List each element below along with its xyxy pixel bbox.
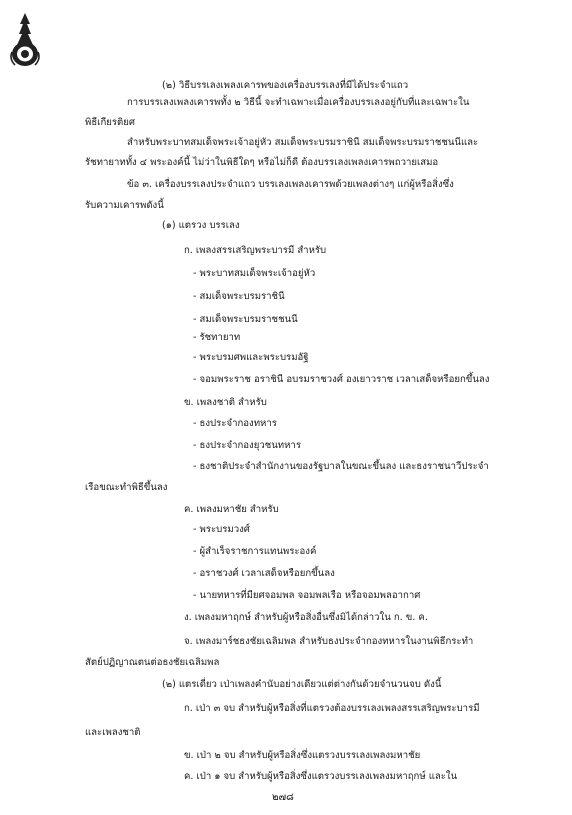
list-item: - พระบรมวงศ์	[193, 524, 250, 535]
page-number: ๒๗๘	[272, 792, 294, 803]
list-item: - ธงประจำกองยุวชนทหาร	[193, 440, 301, 451]
item-heading: ข. เป่า ๒ จบ สำหรับผู้หรือสิ่งซึ่งแตรวงบรรเลงเพลงมหาชัย	[184, 750, 421, 761]
list-item: - ผู้สำเร็จราชการแทนพระองค์	[193, 546, 317, 557]
subsection-heading: (๑) แตรวง บรรเลง	[162, 220, 240, 231]
item-heading: ก. เป่า ๓ จบ สำหรับผู้หรือสิ่งที่แตรวงต้องบรรเลงเพลงสรรเสริญพระบารมี	[184, 703, 480, 714]
paragraph-line: และเพลงชาติ	[85, 727, 141, 738]
paragraph-line: พิธีเกียรติยศ	[85, 117, 135, 128]
paragraph-line: เรือขณะทำพิธีขึ้นลง	[85, 482, 168, 493]
item-heading: ค. เพลงมหาชัย สำหรับ	[184, 504, 279, 515]
item-heading: ง. เพลงมหาฤกษ์ สำหรับผู้หรือสิ่งอื่นซึ่งมิได้กล่าวใน ก. ข. ค.	[184, 612, 428, 623]
list-item: - รัชทายาท	[193, 332, 241, 343]
list-item: - พระบรมศพและพระบรมอัฐิ	[193, 352, 309, 363]
royal-emblem-icon	[8, 12, 42, 70]
item-heading: จ. เพลงมาร์ชธงชัยเฉลิมพล สำหรับธงประจำกองทหารในงานพิธีกระทำ	[184, 636, 474, 647]
paragraph-line: สำหรับพระบาทสมเด็จพระเจ้าอยู่หัว สมเด็จพระบรมราชินี สมเด็จพระบรมราชชนนีและ	[127, 137, 479, 148]
item-heading: ค. เป่า ๑ จบ สำหรับผู้หรือสิ่งซึ่งแตรวงบรรเลงเพลงมหาฤกษ์ และใน	[184, 771, 458, 782]
list-item: - นายทหารที่มียศจอมพล จอมพลเรือ หรือจอมพลอากาศ	[193, 590, 421, 601]
list-item: - พระบาทสมเด็จพระเจ้าอยู่หัว	[193, 268, 316, 279]
section-heading: (๒) วิธีบรรเลงเพลงเคารพของเครื่องบรรเลงที่มีได้ประจำแถว	[162, 80, 409, 91]
paragraph-line: รัชทายาททั้ง ๔ พระองค์นี้ ไม่ว่าในพิธีใดๆ หรือไม่ก็ดี ต้องบรรเลงเพลงเคารพถวายเสมอ	[85, 157, 439, 168]
item-heading: ข. เพลงชาติ สำหรับ	[184, 397, 267, 408]
list-item: - ธงประจำกองทหาร	[193, 418, 277, 429]
paragraph-line: สัตย์ปฏิญาณตนต่อธงชัยเฉลิมพล	[85, 657, 220, 668]
list-item: - จอมพระราช อราชินี อบรมราชวงศ์ องเยาวราช เวลาเสด็จหรือยกขึ้นลง	[193, 374, 490, 385]
paragraph-line: รับความเคารพดังนี้	[85, 200, 164, 211]
paragraph-line: การบรรเลงเพลงเคารพทั้ง ๒ วิธีนี้ จะทำเฉพาะเมื่อเครื่องบรรเลงอยู่กับที่และเฉพาะใน	[127, 97, 470, 108]
list-item: - สมเด็จพระบรมราชินี	[193, 291, 285, 302]
list-item: - สมเด็จพระบรมราชชนนี	[193, 314, 298, 325]
subsection-heading: (๒) แตรเดี่ยว เป่าเพลงคำนับอย่างเดียวแต่ต่างกันด้วยจำนวนจบ ดังนี้	[162, 679, 442, 690]
item-heading: ก. เพลงสรรเสริญพระบารมี สำหรับ	[184, 245, 327, 256]
list-item: - ธงชาติประจำสำนักงานของรัฐบาลในขณะขึ้นลง และธงราชนาวีประจำ	[193, 461, 489, 472]
paragraph-line: ข้อ ๓. เครื่องบรรเลงประจำแถว บรรเลงเพลงเคารพด้วยเพลงต่างๆ แก่ผู้หรือสิ่งซึ่ง	[127, 179, 454, 190]
list-item: - อราชวงศ์ เวลาเสด็จหรือยกขึ้นลง	[193, 568, 335, 579]
